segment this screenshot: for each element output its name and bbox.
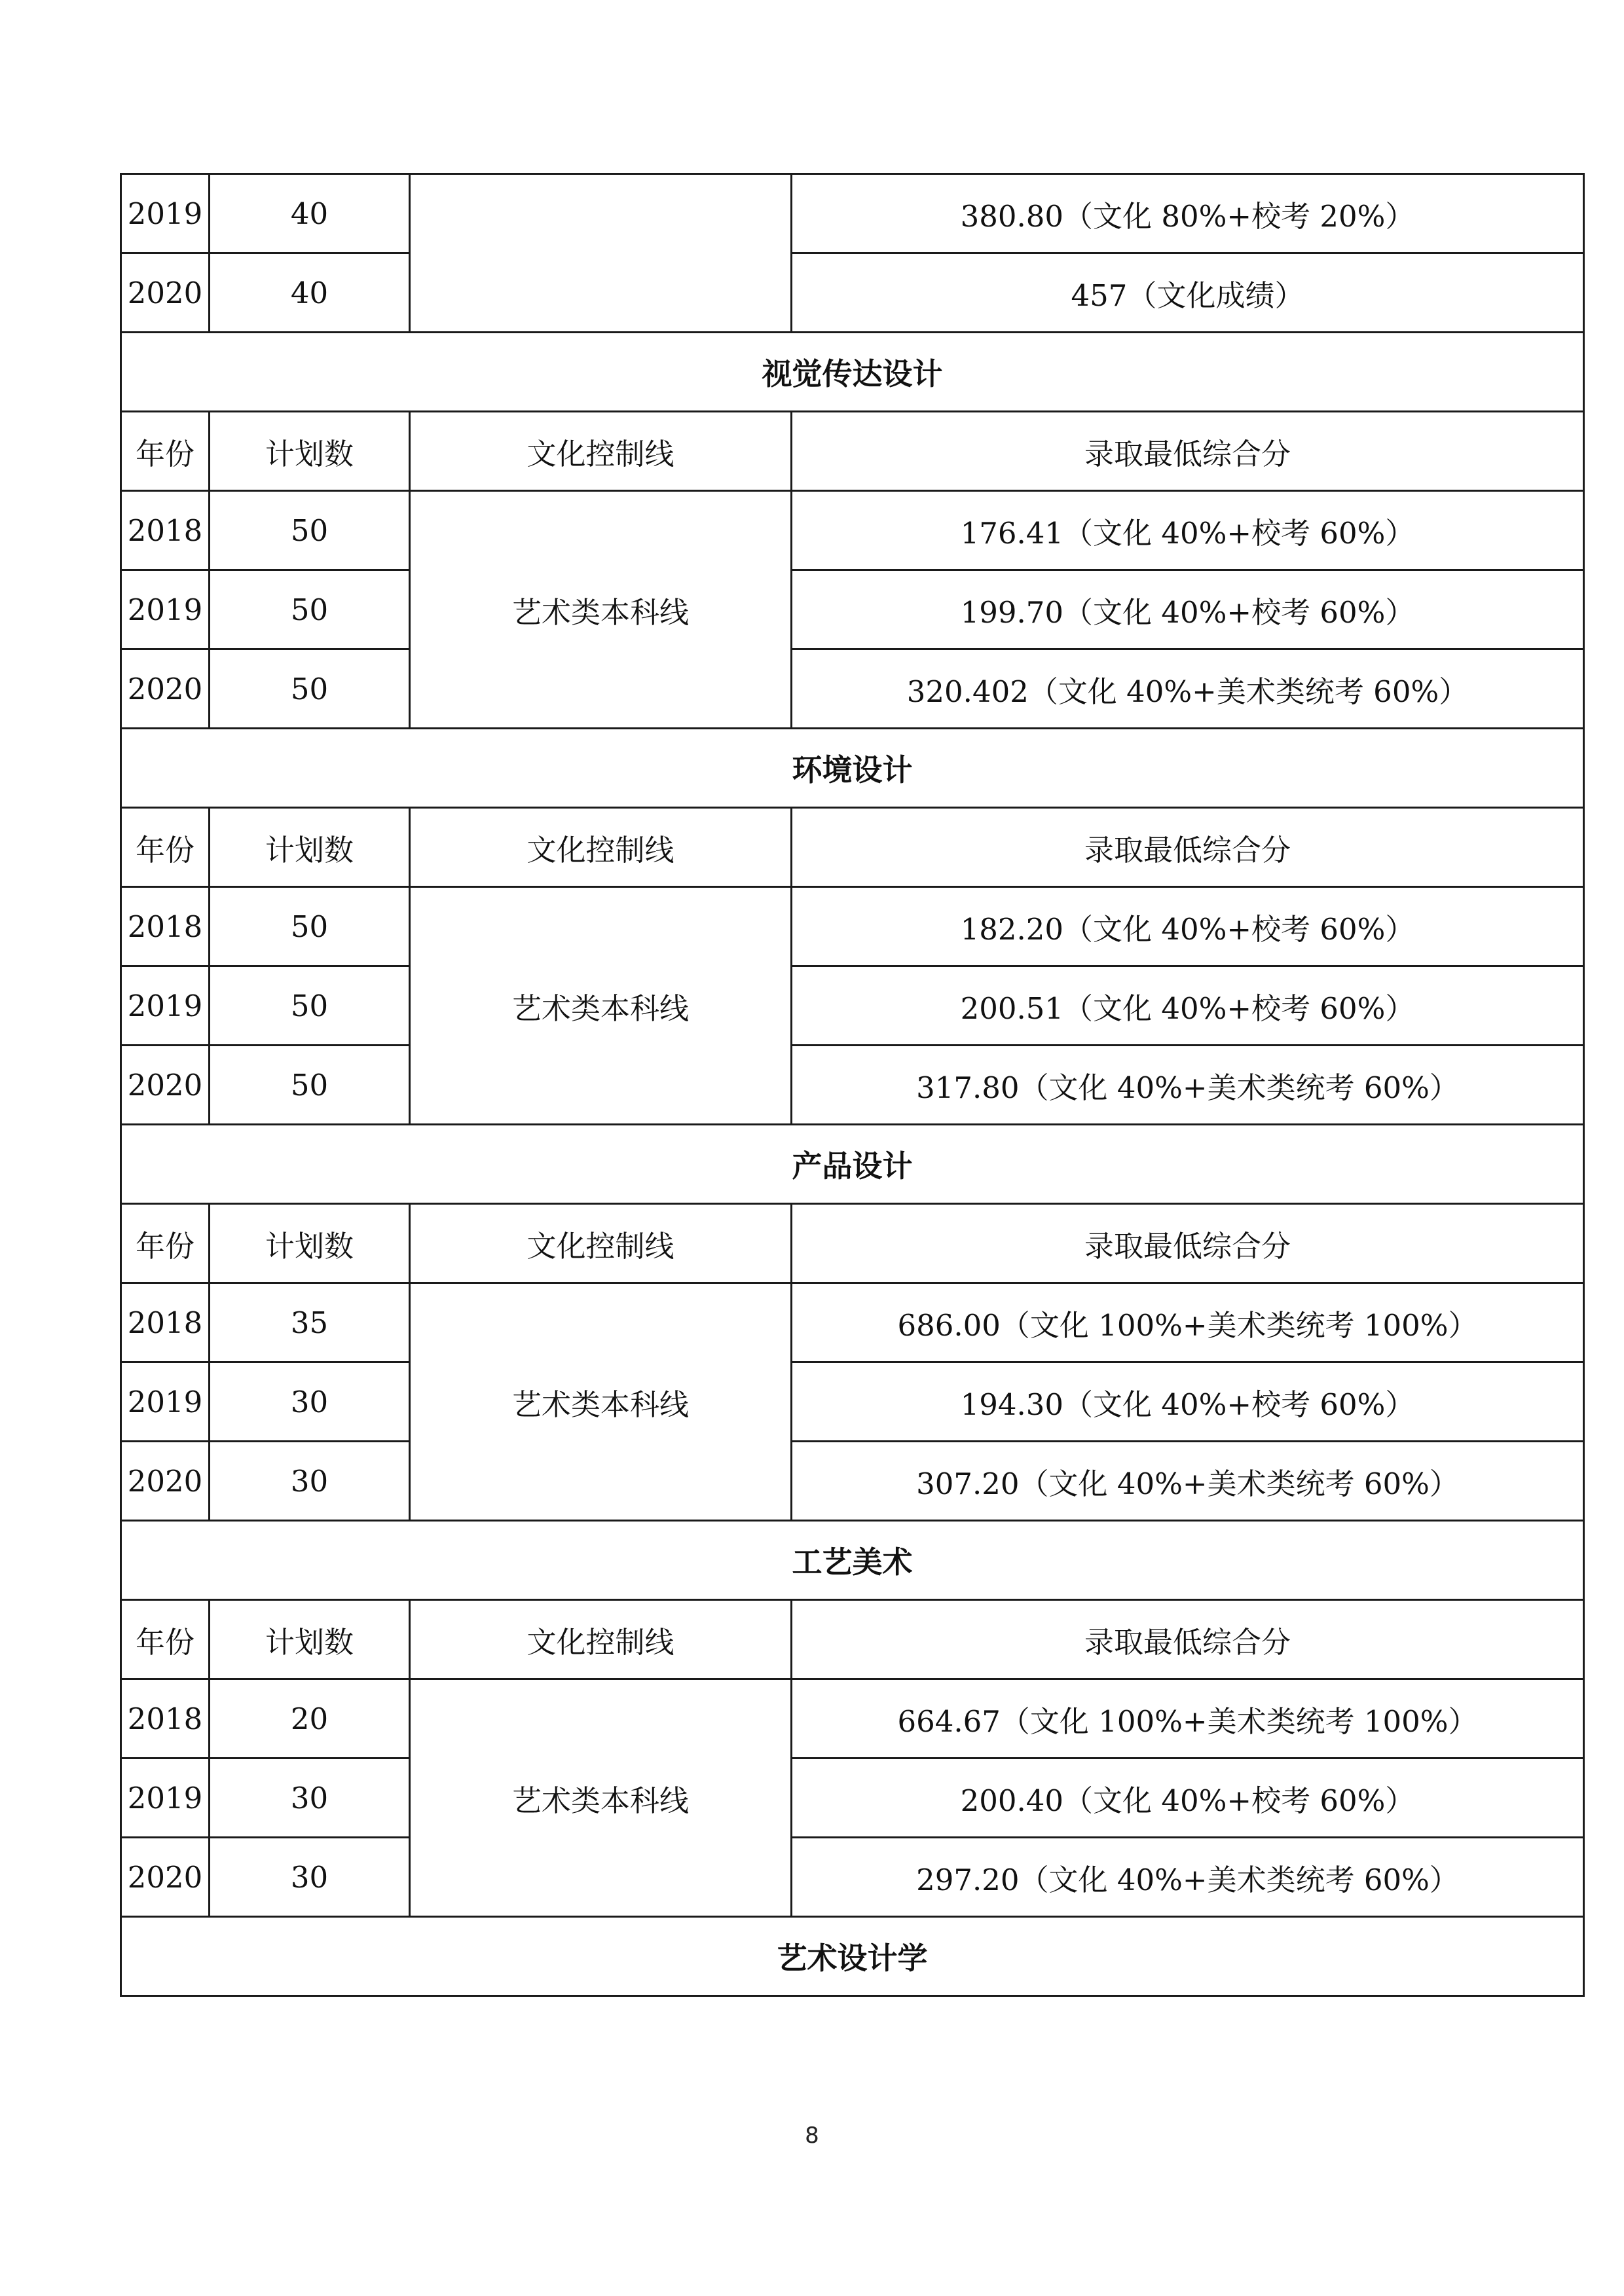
year-cell: 2019 [121, 1362, 210, 1442]
plan-count-cell: 40 [210, 253, 410, 333]
min-score-cell: 297.20（文化 40%+美术类统考 60%） [792, 1838, 1584, 1917]
header-culture-line: 文化控制线 [410, 412, 792, 491]
header-year: 年份 [121, 412, 210, 491]
plan-count-cell: 30 [210, 1362, 410, 1442]
plan-count-cell: 30 [210, 1758, 410, 1838]
culture-line-cell: 艺术类本科线 [410, 1283, 792, 1521]
min-score-cell: 182.20（文化 40%+校考 60%） [792, 887, 1584, 966]
plan-count-cell: 30 [210, 1442, 410, 1521]
section-title: 产品设计 [121, 1125, 1584, 1204]
min-score-cell: 200.51（文化 40%+校考 60%） [792, 966, 1584, 1046]
plan-count-cell: 40 [210, 174, 410, 253]
table-row [121, 1838, 1584, 1917]
header-row [121, 1204, 1584, 1283]
min-score-cell: 176.41（文化 40%+校考 60%） [792, 491, 1584, 570]
plan-count-cell: 50 [210, 649, 410, 729]
min-score-cell: 200.40（文化 40%+校考 60%） [792, 1758, 1584, 1838]
plan-count-cell: 50 [210, 887, 410, 966]
culture-line-cell: 艺术类本科线 [410, 887, 792, 1125]
table-row [121, 1046, 1584, 1125]
section-title-row [121, 1125, 1584, 1204]
header-culture-line: 文化控制线 [410, 1600, 792, 1679]
year-cell: 2020 [121, 253, 210, 333]
plan-count-cell: 50 [210, 491, 410, 570]
min-score-cell: 457（文化成绩） [792, 253, 1584, 333]
table-row [121, 174, 1584, 253]
header-year: 年份 [121, 808, 210, 887]
section-title: 工艺美术 [121, 1521, 1584, 1600]
section-title-row [121, 333, 1584, 412]
header-min-score: 录取最低综合分 [792, 1600, 1584, 1679]
year-cell: 2018 [121, 1679, 210, 1758]
plan-count-cell: 30 [210, 1838, 410, 1917]
plan-count-cell: 35 [210, 1283, 410, 1362]
min-score-cell: 307.20（文化 40%+美术类统考 60%） [792, 1442, 1584, 1521]
admission-score-table [120, 173, 1585, 1997]
header-plan: 计划数 [210, 1204, 410, 1283]
header-plan: 计划数 [210, 808, 410, 887]
min-score-cell: 664.67（文化 100%+美术类统考 100%） [792, 1679, 1584, 1758]
header-culture-line: 文化控制线 [410, 1204, 792, 1283]
header-plan: 计划数 [210, 1600, 410, 1679]
year-cell: 2019 [121, 1758, 210, 1838]
section-title: 艺术设计学 [121, 1917, 1584, 1996]
year-cell: 2020 [121, 1046, 210, 1125]
year-cell: 2020 [121, 1838, 210, 1917]
section-title-row [121, 1917, 1584, 1996]
header-year: 年份 [121, 1204, 210, 1283]
plan-count-cell: 50 [210, 570, 410, 649]
plan-count-cell: 20 [210, 1679, 410, 1758]
table-row [121, 491, 1584, 570]
header-min-score: 录取最低综合分 [792, 808, 1584, 887]
culture-line-cell [410, 174, 792, 333]
year-cell: 2018 [121, 887, 210, 966]
section-title-row [121, 1521, 1584, 1600]
year-cell: 2020 [121, 649, 210, 729]
header-year: 年份 [121, 1600, 210, 1679]
table-row [121, 1442, 1584, 1521]
min-score-cell: 317.80（文化 40%+美术类统考 60%） [792, 1046, 1584, 1125]
min-score-cell: 686.00（文化 100%+美术类统考 100%） [792, 1283, 1584, 1362]
year-cell: 2019 [121, 570, 210, 649]
header-row [121, 808, 1584, 887]
year-cell: 2020 [121, 1442, 210, 1521]
table-row [121, 1679, 1584, 1758]
header-row [121, 412, 1584, 491]
culture-line-cell: 艺术类本科线 [410, 491, 792, 729]
min-score-cell: 380.80（文化 80%+校考 20%） [792, 174, 1584, 253]
year-cell: 2018 [121, 491, 210, 570]
table-row [121, 253, 1584, 333]
section-title: 环境设计 [121, 729, 1584, 808]
page-number: 8 [805, 2123, 819, 2149]
header-min-score: 录取最低综合分 [792, 1204, 1584, 1283]
year-cell: 2019 [121, 174, 210, 253]
year-cell: 2018 [121, 1283, 210, 1362]
min-score-cell: 194.30（文化 40%+校考 60%） [792, 1362, 1584, 1442]
table-row [121, 649, 1584, 729]
section-title-row [121, 729, 1584, 808]
culture-line-cell: 艺术类本科线 [410, 1679, 792, 1917]
header-row [121, 1600, 1584, 1679]
section-title: 视觉传达设计 [121, 333, 1584, 412]
table-row [121, 887, 1584, 966]
plan-count-cell: 50 [210, 966, 410, 1046]
table-row [121, 966, 1584, 1046]
table-row [121, 570, 1584, 649]
year-cell: 2019 [121, 966, 210, 1046]
plan-count-cell: 50 [210, 1046, 410, 1125]
min-score-cell: 199.70（文化 40%+校考 60%） [792, 570, 1584, 649]
table-row [121, 1758, 1584, 1838]
table-row [121, 1283, 1584, 1362]
table-row [121, 1362, 1584, 1442]
header-min-score: 录取最低综合分 [792, 412, 1584, 491]
header-plan: 计划数 [210, 412, 410, 491]
header-culture-line: 文化控制线 [410, 808, 792, 887]
min-score-cell: 320.402（文化 40%+美术类统考 60%） [792, 649, 1584, 729]
